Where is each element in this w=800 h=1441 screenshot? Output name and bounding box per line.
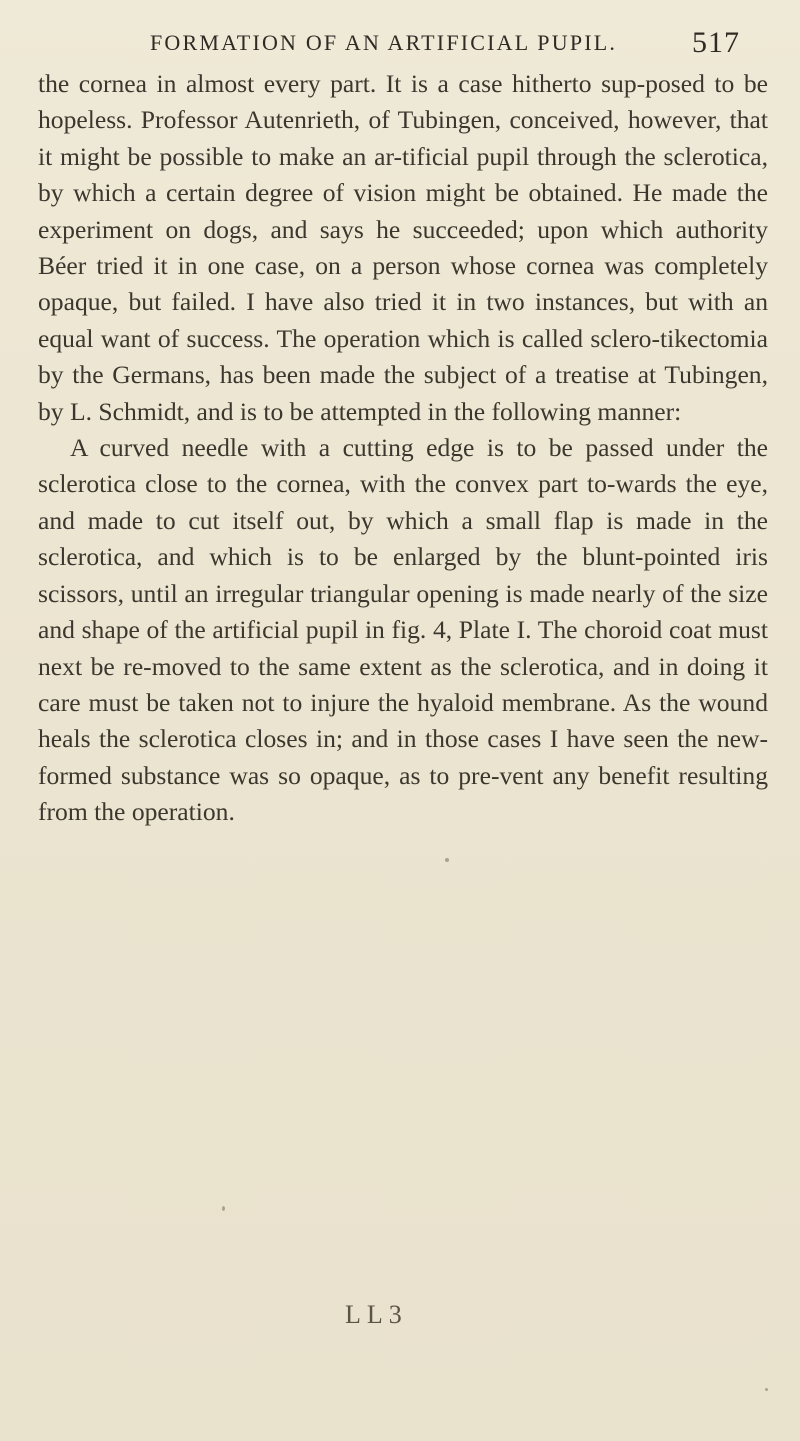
paper-speck (222, 1206, 225, 1211)
running-head (150, 28, 740, 62)
paragraph-1: the cornea in almost every part. It is a case hitherto sup-posed to be hopeless. Professor Autenrieth, of Tubingen, conceived, however, that it might be possible to make an ar-tificial pupil through the sclerotica, by which a certain degree of vision might be obtained. He made the experiment on dogs, and says he succeeded; upon which authority Béer tried it in one case, on a person whose cornea was completely opaque, but failed. I have also tried it in two instances, but with an equal want of success. The operation which is called sclero-tikectomia by the Germans, has been made the subject of a treatise at Tubingen, by L. Schmidt, and is to be attempted in the following manner: (38, 69, 768, 426)
paper-speck (445, 858, 449, 862)
paragraph-2: A curved needle with a cutting edge is to be passed under the sclerotica close to the cornea, with the convex part to-wards the eye, and made to cut itself out, by which a small flap is made in the sclerotica, and which is to be enlarged by the blunt-pointed iris scissors, until an irregular triangular opening is made nearly of the size and shape of the artificial pupil in fig. 4, Plate I. The choroid coat must next be re-moved to the same extent as the sclerotica, and in doing it care must be taken not to injure the hyaloid membrane. As the wound heals the sclerotica closes in; and in those cases I have seen the new-formed substance was so opaque, as to pre-vent any benefit resulting from the operation. (38, 433, 768, 827)
page-number: 517 (692, 26, 740, 59)
printer-signature-mark: LL3 (345, 1300, 408, 1329)
running-title: FORMATION OF AN ARTIFICIAL PUPIL. (150, 30, 618, 55)
body-text (38, 66, 768, 831)
paper-speck (765, 1388, 768, 1391)
